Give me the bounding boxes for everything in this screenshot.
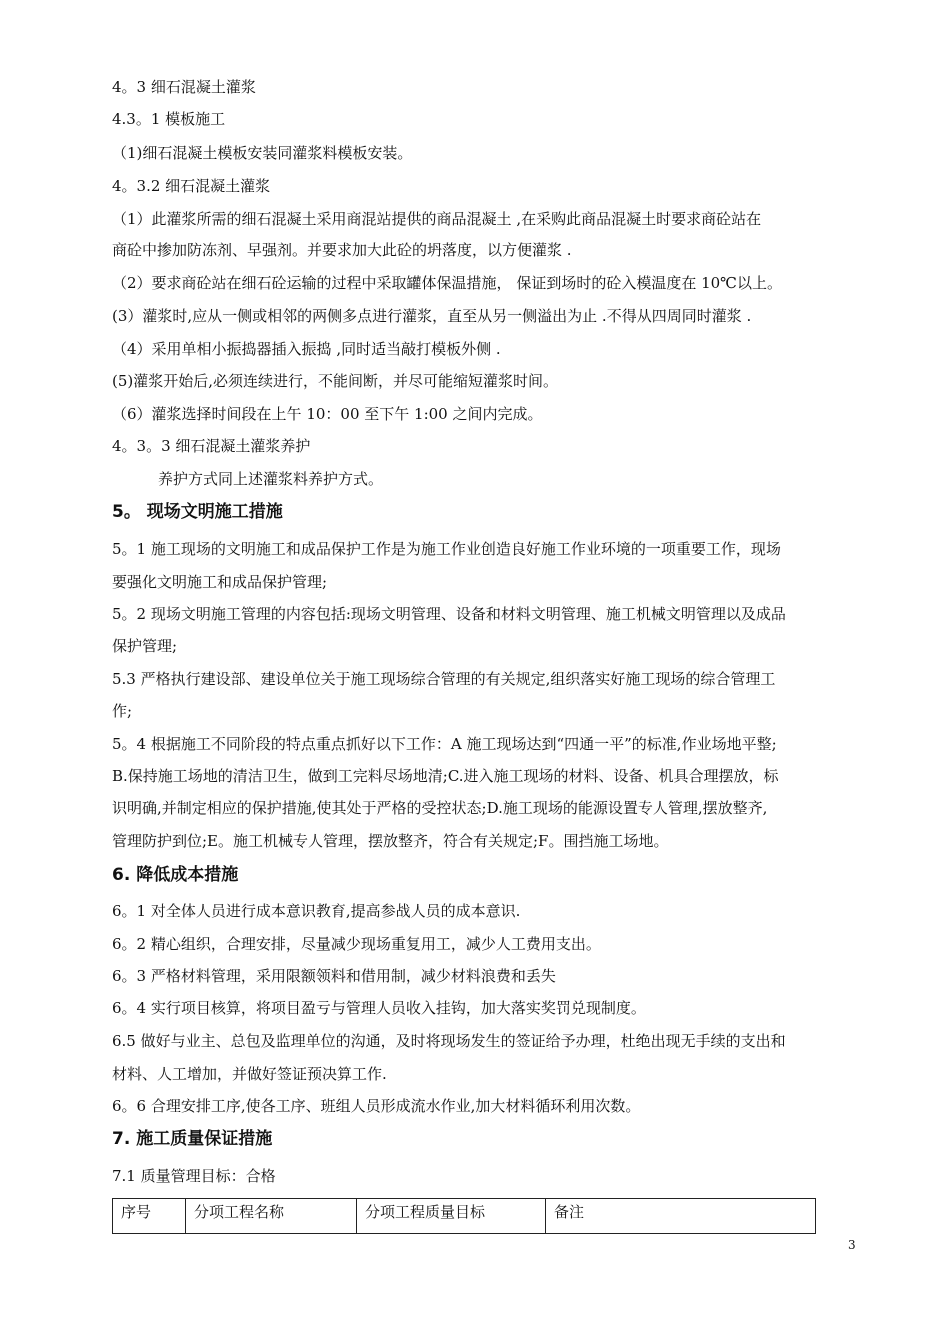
- paragraph-line: 要强化文明施工和成品保护管理;: [112, 573, 328, 591]
- paragraph-line: （1）此灌浆所需的细石混凝土采用商混站提供的商品混凝土 ,在采购此商品混凝土时要求商砼站在: [112, 210, 762, 228]
- paragraph-line: 6。6 合理安排工序,使各工序、班组人员形成流水作业,加大材料循环利用次数。: [112, 1097, 641, 1115]
- table-header-cell: 备注: [546, 1199, 816, 1234]
- paragraph-line: 6.5 做好与业主、总包及监理单位的沟通，及时将现场发生的签证给予办理，杜绝出现无手续的支出和: [112, 1032, 786, 1050]
- subsection-heading: 4。3 细石混凝土灌浆: [112, 78, 256, 96]
- paragraph-line: (3）灌浆时,应从一侧或相邻的两侧多点进行灌浆，直至从另一侧溢出为止 .不得从四周同时灌浆 .: [112, 307, 752, 325]
- paragraph-line: （2）要求商砼站在细石砼运输的过程中采取罐体保温措施， 保证到场时的砼入模温度在 10℃以上。: [112, 274, 782, 292]
- section-heading-5: 5。 现场文明施工措施: [112, 502, 283, 522]
- quality-target-table: [112, 1198, 816, 1234]
- paragraph-line: 6。1 对全体人员进行成本意识教育,提高参战人员的成本意识.: [112, 902, 521, 920]
- paragraph-line: （4）采用单相小振捣器插入振捣 ,同时适当敲打模板外侧 .: [112, 340, 501, 358]
- section-heading-7: 7. 施工质量保证措施: [112, 1129, 273, 1149]
- subsection-heading: 4.3。1 模板施工: [112, 110, 226, 128]
- paragraph-line: 5。2 现场文明施工管理的内容包括:现场文明管理、设备和材料文明管理、施工机械文明管理以及成品: [112, 605, 786, 623]
- paragraph-line: 养护方式同上述灌浆料养护方式。: [158, 470, 384, 488]
- paragraph-line: 作;: [112, 702, 133, 720]
- paragraph-line: 材料、人工增加，并做好签证预决算工作.: [112, 1065, 387, 1083]
- paragraph-line: 5。4 根据施工不同阶段的特点重点抓好以下工作：A 施工现场达到“四通一平”的标准,作业场地平整;: [112, 735, 777, 753]
- paragraph-line: B.保持施工场地的清洁卫生，做到工完料尽场地清;C.进入施工现场的材料、设备、机具合理摆放，标: [112, 767, 779, 785]
- paragraph-line: 6。2 精心组织，合理安排，尽量减少现场重复用工，减少人工费用支出。: [112, 935, 601, 953]
- paragraph-line: 6。4 实行项目核算，将项目盈亏与管理人员收入挂钩，加大落实奖罚兑现制度。: [112, 999, 646, 1017]
- subsection-heading: 4。3。3 细石混凝土灌浆养护: [112, 437, 311, 455]
- section-heading-6: 6. 降低成本措施: [112, 865, 239, 885]
- table-header-cell: 序号: [113, 1199, 186, 1234]
- table-header-cell: 分项工程名称: [186, 1199, 357, 1234]
- paragraph-line: （1)细石混凝土模板安装同灌浆料模板安装。: [112, 144, 413, 162]
- paragraph-line: 保护管理;: [112, 637, 178, 655]
- page-number: 3: [848, 1238, 856, 1252]
- paragraph-line: 识明确,并制定相应的保护措施,使其处于严格的受控状态;D.施工现场的能源设置专人管理,摆放整齐,: [112, 799, 768, 817]
- subsection-heading: 4。3.2 细石混凝土灌浆: [112, 177, 271, 195]
- paragraph-line: 商砼中掺加防冻剂、早强剂。并要求加大此砼的坍落度，以方便灌浆 .: [112, 241, 572, 259]
- table-header-cell: 分项工程质量目标: [357, 1199, 546, 1234]
- paragraph-line: 5。1 施工现场的文明施工和成品保护工作是为施工作业创造良好施工作业环境的一项重要工作，现场: [112, 540, 781, 558]
- paragraph-line: 管理防护到位;E。施工机械专人管理，摆放整齐，符合有关规定;F。围挡施工场地。: [112, 832, 669, 850]
- paragraph-line: （6）灌浆选择时间段在上午 10：00 至下午 1:00 之间内完成。: [112, 405, 543, 423]
- table-header-row: [113, 1199, 816, 1234]
- paragraph-line: 5.3 严格执行建设部、建设单位关于施工现场综合管理的有关规定,组织落实好施工现场的综合管理工: [112, 670, 776, 688]
- paragraph-line: 7.1 质量管理目标：合格: [112, 1167, 276, 1185]
- paragraph-line: 6。3 严格材料管理，采用限额领料和借用制，减少材料浪费和丢失: [112, 967, 556, 985]
- paragraph-line: (5)灌浆开始后,必须连续进行，不能间断，并尽可能缩短灌浆时间。: [112, 372, 559, 390]
